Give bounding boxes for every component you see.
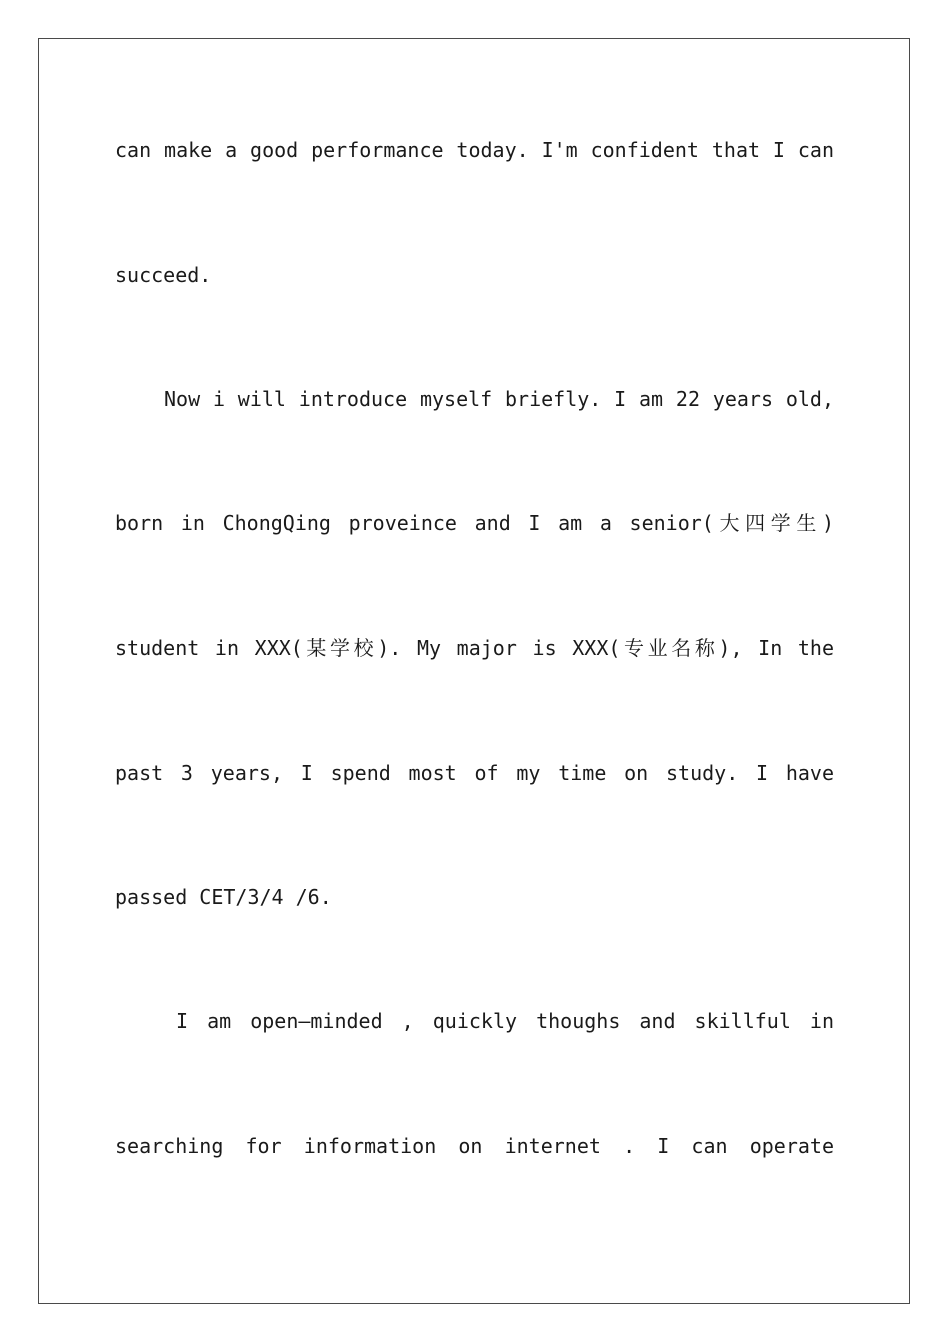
text-line: past 3 years, I spend most of my time on study. I have [115,761,834,785]
text-line: born in ChongQing proveince and I am a senior(大四学生) [115,511,834,535]
paragraph-first-line: I am open—minded , quickly thoughs and skillful in [176,1009,834,1033]
text-line: searching for information on internet . I can operate [115,1134,834,1158]
paragraph-first-line: Now i will introduce myself briefly. I am 22 years old, [164,387,834,411]
text-line: can make a good performance today. I'm confident that I can [115,138,834,162]
page-frame [38,38,910,1304]
text-line: passed CET/3/4 /6. [115,885,332,909]
text-line: succeed. [115,263,212,287]
text-line: student in XXX(某学校). My major is XXX(专业名称), In the [115,636,834,660]
